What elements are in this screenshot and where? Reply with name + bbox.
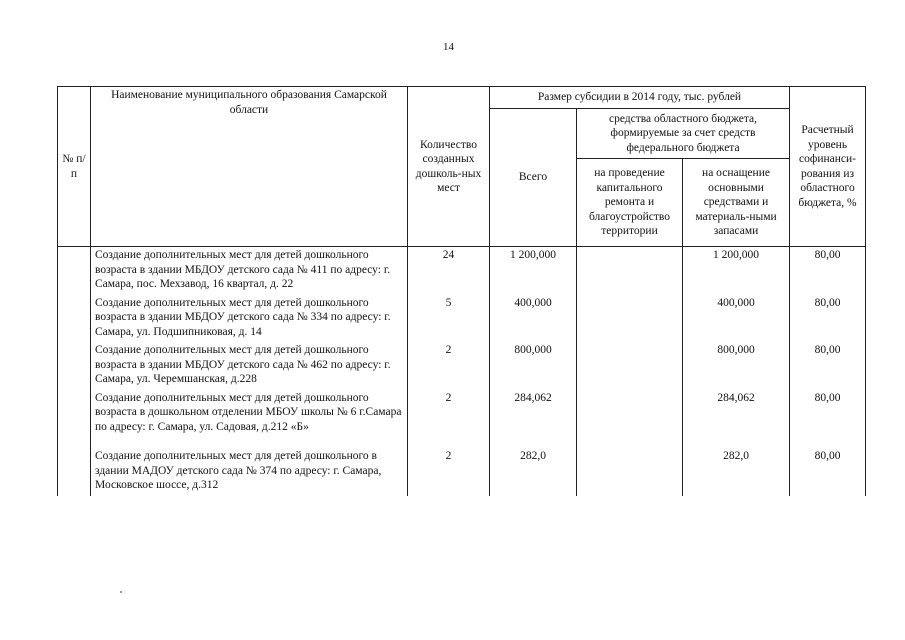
row-cofinancing-cell: 80,00 bbox=[790, 437, 866, 496]
row-cofinancing-cell: 80,00 bbox=[790, 295, 866, 343]
row-total-cell: 800,000 bbox=[490, 342, 577, 390]
header-subsidy-group: Размер субсидии в 2014 году, тыс. рублей bbox=[490, 87, 790, 109]
header-capital-repair: на проведение капитального ремонта и благоустройство территории bbox=[577, 159, 683, 247]
row-count-cell: 2 bbox=[408, 390, 490, 438]
row-name-cell: Создание дополнительных мест для детей дошкольного возраста в дошкольном отделении МБОУ школы № 6 г.Самара по адресу: г. Самара, ул. Садовая, д.212 «Б» bbox=[91, 390, 408, 438]
row-total-cell: 1 200,000 bbox=[490, 247, 577, 295]
row-capital-repair-cell bbox=[577, 390, 683, 438]
row-equipment-cell: 800,000 bbox=[683, 342, 790, 390]
row-total-cell: 400,000 bbox=[490, 295, 577, 343]
row-equipment-cell: 284,062 bbox=[683, 390, 790, 438]
row-name-cell: Создание дополнительных мест для детей дошкольного возраста в здании МБДОУ детского сада № 411 по адресу: г. Самара, пос. Мехзавод, 16 квартал, д. 22 bbox=[91, 247, 408, 295]
row-cofinancing-cell: 80,00 bbox=[790, 390, 866, 438]
row-count-cell: 2 bbox=[408, 342, 490, 390]
row-capital-repair-cell bbox=[577, 437, 683, 496]
row-name-cell: Создание дополнительных мест для детей дошкольного возраста в здании МБДОУ детского сада № 462 по адресу: г. Самара, ул. Черемшанская, д.228 bbox=[91, 342, 408, 390]
row-equipment-cell: 1 200,000 bbox=[683, 247, 790, 295]
row-equipment-cell: 400,000 bbox=[683, 295, 790, 343]
row-num-cell bbox=[58, 437, 91, 496]
row-count-cell: 2 bbox=[408, 437, 490, 496]
header-total: Всего bbox=[490, 109, 577, 247]
row-name-cell: Создание дополнительных мест для детей дошкольного возраста в здании МБДОУ детского сада № 334 по адресу: г. Самара, ул. Подшипниковая, д. 14 bbox=[91, 295, 408, 343]
row-num-cell bbox=[58, 295, 91, 343]
table-row bbox=[58, 295, 866, 343]
header-places-count: Количество созданных дошколь-ных мест bbox=[408, 87, 490, 247]
header-municipality-name: Наименование муниципального образования Самарской области bbox=[91, 87, 408, 247]
table-header bbox=[58, 87, 866, 247]
row-num-cell bbox=[58, 342, 91, 390]
table-row bbox=[58, 342, 866, 390]
row-capital-repair-cell bbox=[577, 295, 683, 343]
table-row bbox=[58, 247, 866, 295]
subsidy-table bbox=[57, 86, 866, 496]
page-number: 14 bbox=[443, 41, 454, 53]
row-total-cell: 282,0 bbox=[490, 437, 577, 496]
row-total-cell: 284,062 bbox=[490, 390, 577, 438]
row-count-cell: 5 bbox=[408, 295, 490, 343]
header-equipment: на оснащение основными средствами и материаль-ными запасами bbox=[683, 159, 790, 247]
row-capital-repair-cell bbox=[577, 342, 683, 390]
row-cofinancing-cell: 80,00 bbox=[790, 247, 866, 295]
row-equipment-cell: 282,0 bbox=[683, 437, 790, 496]
scan-speck bbox=[120, 591, 122, 593]
row-count-cell: 24 bbox=[408, 247, 490, 295]
row-num-cell bbox=[58, 390, 91, 438]
row-name-cell: Создание дополнительных мест для детей дошкольного в здании МАДОУ детского сада № 374 по адресу: г. Самара, Московское шоссе, д.312 bbox=[91, 437, 408, 496]
table-row bbox=[58, 390, 866, 438]
header-federal-group: средства областного бюджета, формируемые за счет средств федерального бюджета bbox=[577, 109, 790, 159]
header-cofinancing: Расчетный уровень софинанси-рования из областного бюджета, % bbox=[790, 87, 866, 247]
header-num: № п/п bbox=[58, 87, 91, 247]
row-cofinancing-cell: 80,00 bbox=[790, 342, 866, 390]
table-body bbox=[58, 247, 866, 496]
row-capital-repair-cell bbox=[577, 247, 683, 295]
row-num-cell bbox=[58, 247, 91, 295]
table-row bbox=[58, 437, 866, 496]
